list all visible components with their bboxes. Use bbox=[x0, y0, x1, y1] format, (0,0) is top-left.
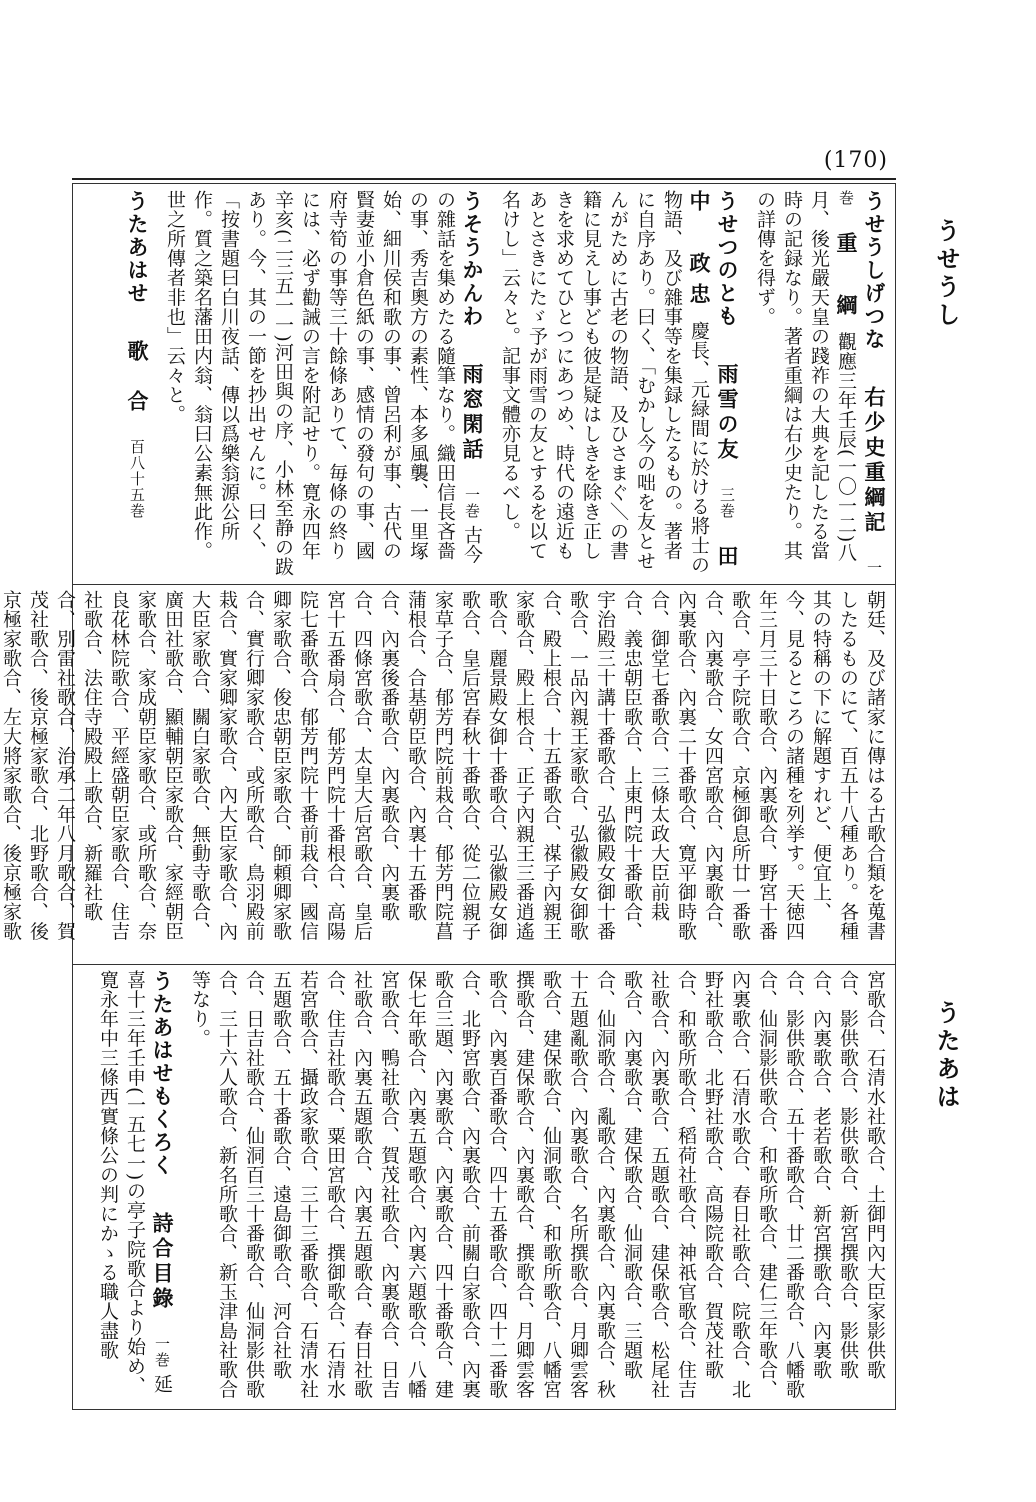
entry-heading-utaawasemokuroku: うたあはせもくろく bbox=[150, 970, 175, 1177]
utaawase-body-continued: 宮歌合、石清水社歌合、土御門內大臣家影供歌合、影供歌合、影供歌合、新宮撰歌合、影供歌合、內裏歌合、老若歌合、新宮撰歌合、內裏歌合、影供歌合、五十番歌合、廿二番歌合、八幡歌合、仙洞影供歌合、和歌所歌合、建仁三年歌合、內裏歌合、石清水歌合、春日社歌合、院歌合、北野社歌合、北野社歌合、高陽院歌合、賀茂社歌合、和歌所歌合、稻荷社歌合、神祇官歌合、住吉社歌合、內裏歌合、五題歌合、建保歌合、松尾社歌合、內裏歌合、建保歌合、仙洞歌合、三題歌合、仙洞歌合、亂歌合、內裏歌合、內裏歌合、秋十五題亂歌合、內裏歌合、名所撰歌合、月卿雲客歌合、建保歌合、仙洞歌合、和歌所歌合、八幡宮撰歌合、建保歌合、內裏歌合、撰歌合、月卿雲客歌合、內裏百番歌合、四十五番歌合、四十二番歌合、北野宮歌合、內裏歌合、前關白家歌合、內裏歌合三題、內裏歌合、內裏歌合、四十番歌合、建保七年歌合、內裏五題歌合、內裏六題歌合、八幡宮歌合、鴨社歌合、賀茂社歌合、內裏歌合、日吉社歌合、內裏五題歌合、內裏五題歌合、春日社歌合、住吉社歌合、粟田宮歌合、撰御歌合、石清水若宮歌合、攝政家歌合、三十三番歌合、石清水社五題歌合、五十番歌合、遠島御歌合、河合社歌合、日吉社歌合、仙洞百三十番歌合、仙洞影供歌合、三十六人歌合、新名所歌合、新玉津島社歌合等なり。 bbox=[189, 970, 886, 1399]
entry-title-utaawase bbox=[125, 312, 150, 519]
entry-title-usokanwa bbox=[460, 335, 485, 519]
entry-body-usoshigetsuna: 觀應三年壬辰(一〇一二)八月、後光嚴天皇の踐祚の大典を記したる當時の記録なり。著者重綱は右少史たり。其の詳傳を得ず。 bbox=[754, 190, 857, 562]
volume-count: 三巻 bbox=[718, 486, 736, 519]
entry-heading-usetsunotomo: うせつのとも bbox=[715, 190, 740, 328]
running-head-2: うたあは bbox=[932, 1000, 961, 1112]
volume-count: 一巻 bbox=[153, 1335, 171, 1368]
section-divider-lower bbox=[73, 964, 895, 965]
running-head-1: うせうし bbox=[932, 218, 961, 330]
author-name: 田中 政忠 bbox=[687, 190, 740, 576]
page-number: (170) bbox=[823, 148, 888, 173]
entry-body-usokanwa: 古今の雜話を集めたる隨筆なり。織田信長吝嗇の事、秀吉奧方の素性、本多風襲、一里塚始、細川侯和歌の事、曾呂利が事、古代の賢妻並小倉色紙の事、感情の發句の事、國府寺筍の事等三十餘條ありて、毎條の終りには、必ず勸誡の言を附記せり。寛永四年辛亥(二三五一一)河田與の序、小林至静の跋あり。今、其の一節を抄出せんに。曰く、「按書題曰白川夜話、傳以爲樂翁源公所作。質之築名藩田内翁、翁曰公素無此作。世之所傳者非也」云々と。 bbox=[164, 190, 483, 577]
section-divider-upper bbox=[73, 584, 895, 585]
entry-heading-utaawase: うたあはせ bbox=[125, 190, 150, 305]
title-text: 右少史重綱記 bbox=[862, 385, 887, 536]
top-rule bbox=[72, 178, 896, 180]
middle-section bbox=[0, 590, 888, 956]
title-text: 詩合目錄 bbox=[150, 1211, 175, 1312]
volume-count: 一巻 bbox=[837, 190, 883, 576]
entry-body-usetsunotomo: 慶長、元緑間に於ける將士の物語、及び雜事等を集録したるもの。著者に自序あり。曰く、「むかし今の咄を友とせんがために古老の物語、及ひさまぐ＼の書籍に見えし事ども彼是疑はしきを除き正しきを求めてひとつにあつめ、時代の遠近もあとさきにたゞ予が雨雪の友とするを以て名けし」云々と。記事文體亦見るべし。 bbox=[499, 190, 710, 575]
title-text: 歌 合 bbox=[125, 339, 150, 415]
entry-body-utaawasemokuroku: 延喜十三年壬申(一五七一)の亭子院歌合より始め、寛永年中三條西實條公の判にかゝる職人盡歌 bbox=[97, 970, 173, 1396]
volume-count: 一巻 bbox=[463, 486, 481, 519]
upper-section bbox=[80, 190, 888, 578]
utaawase-body: 朝廷、及び諸家に傳はる古歌合類を蒐書したるものにて、百五十八種あり。各種其の特稱の下に解題すれど、便宜上、今、見るところの諸種を列挙す。天徳四年三月三十日歌合、內裏歌合、野宮十番歌合、亭子院歌合、京極御息所廿一番歌合、內裏歌合、女四宮歌合、內裏歌合、內裏歌合、內裏二十番歌合、寛平御時歌合、御堂七番歌合、三條太政大臣前栽合、義忠朝臣歌合、上東門院十番歌合、宇治殿三十講十番歌合、弘徽殿女御十番歌合、一品內親王家歌合、弘徽殿女御歌合、殿上根合、十五番歌合、禖子內親王家歌合、殿上根合、正子內親王三番逍遙歌合、麗景殿女御十番歌合、弘徽殿女御歌合、皇后宮春秋十番歌合、從二位親子家草子合、郁芳門院前栽合、郁芳門院菖蒲根合、合基朝臣歌合、內裏十五番歌合、內裏後番歌合、內裏歌合、內裏歌合、四條宮歌合、太皇大后宮歌合、皇后宮十五番扇合、郁芳門院十番根合、高陽院七番歌合、郁芳門院十番前栽合、國信卿家歌合、俊忠朝臣家歌合、師頼卿家歌合、實行卿家歌合、或所歌合、鳥羽殿前栽合、實家卿家歌合、內大臣家歌合、內大臣家歌合、關白家歌合、無動寺歌合、廣田社歌合、顯輔朝臣家歌合、家經朝臣家歌合、家成朝臣家歌合、或所歌合、奈良花林院歌合、平經盛朝臣家歌合、住吉社歌合、法住寺殿殿上歌合、新羅社歌合、別雷社歌合、治承二年八月歌合、賀茂社歌合、後京極家歌合、北野歌合、後京極家歌合、左大將家歌合、後京極家歌 bbox=[0, 590, 886, 941]
entry-heading-usoshigetsuna: うせうしげつな bbox=[862, 190, 887, 351]
title-text: 雨窓閑話 bbox=[460, 362, 485, 463]
author-name: 重 綱 bbox=[834, 232, 859, 325]
volume-count: 百八十五巻 bbox=[128, 438, 146, 519]
entry-heading-usokanwa: うそうかんわ bbox=[460, 190, 485, 328]
lower-section bbox=[80, 970, 888, 1404]
entry-title-utaawasemokuroku bbox=[150, 1184, 175, 1368]
title-text: 雨雪の友 bbox=[715, 362, 740, 463]
